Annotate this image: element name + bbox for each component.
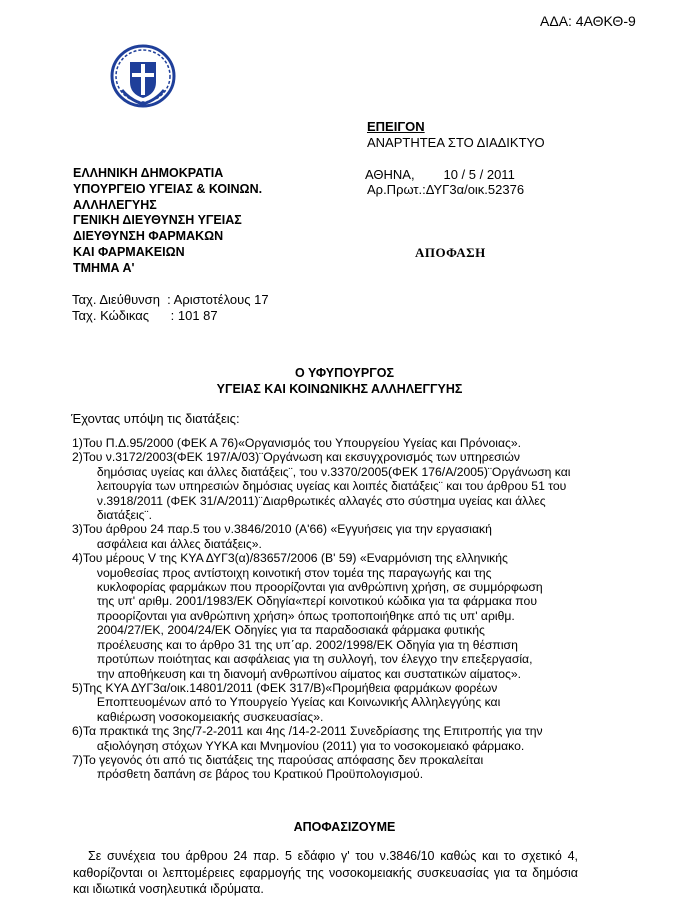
provision-line: προτύπων ποιότητας και ασφάλειας για τη συλλογή, τον έλεγχο την επεξεργασία, xyxy=(96,652,533,667)
header-line: ΕΛΛΗΝΙΚΗ ΔΗΜΟΚΡΑΤΙΑ xyxy=(73,166,224,180)
provision-line: Του ν.3172/2003(ΦΕΚ 197/Α/03)¨Οργάνωση και εκσυγχρονισμός των υπηρεσιών xyxy=(82,450,520,465)
address-value: : Αριστοτέλους 17 xyxy=(167,292,269,307)
provision-item xyxy=(72,724,592,753)
provision-number: 1) xyxy=(72,436,83,450)
place-date xyxy=(365,167,515,182)
provision-line: νομοθεσίας προς αντίστοιχη κοινοτική στον τομέα της παραγωγής και της xyxy=(96,565,492,580)
provision-line: καθιέρωση νοσοκομειακής συσκευασίας». xyxy=(96,709,324,724)
header-line: ΑΛΛΗΛΕΓΥΗΣ xyxy=(73,197,157,212)
date: 10 / 5 / 2011 xyxy=(443,167,515,182)
provision-text xyxy=(83,551,592,681)
provision-text xyxy=(83,753,592,782)
provision-line: Της ΚΥΑ ΔΥΓ3α/οικ.14801/2011 (ΦΕΚ 317/Β)«Προμήθεια φαρμάκων φορέων xyxy=(82,680,498,695)
postcode-value: : 101 87 xyxy=(170,308,218,323)
place: ΑΘΗΝΑ, xyxy=(365,167,415,182)
provision-line: ασφάλεια και άλλες διατάξεις». xyxy=(96,536,262,551)
address-label: Ταχ. Διεύθυνση xyxy=(72,292,160,307)
address-block xyxy=(72,292,269,324)
provision-text xyxy=(83,724,592,753)
provision-line: Του Π.Δ.95/2000 (ΦΕΚ Α 76)«Οργανισμός του Υπουργείου Υγείας και Πρόνοιας». xyxy=(82,436,522,450)
minister-heading xyxy=(0,365,679,397)
urgent-label: ΕΠΕΙΓΟΝ xyxy=(367,119,425,134)
provision-text xyxy=(83,436,592,450)
decide-heading: ΑΠΟΦΑΣΙΖΟΥΜΕ xyxy=(293,820,396,834)
provision-text xyxy=(83,681,592,724)
provision-line: προορίζονται για ανθρώπινη χρήση» όπως τροποποιήθηκε από τις υπ' αριθμ. xyxy=(96,608,515,623)
provision-item xyxy=(72,753,592,782)
minister-line1: Ο ΥΦΥΠΟΥΡΓΟΣ xyxy=(295,366,394,380)
provision-line: 2004/27/ΕΚ, 2004/24/ΕΚ Οδηγίες για τα παραδοσιακά φάρμακα φυτικής xyxy=(96,623,485,638)
provision-line: Εποπτευομένων από το Υπουργείο Υγείας και Κοινωνικής Αλληλεγγύης και xyxy=(96,695,501,710)
provision-line: ν.3918/2011 (ΦΕΚ 31/Α/2011)¨Διαρθρωτικές αλλαγές στο σύστημα υγείας και άλλες xyxy=(96,493,546,508)
provision-number: 3) xyxy=(72,522,83,537)
provision-number: 7) xyxy=(72,752,83,767)
provision-line: Το γεγονός ότι από τις διατάξεις της παρούσας απόφασης δεν προκαλείται xyxy=(82,752,484,767)
provision-line: Του μέρους V της ΚΥΑ ΔΥΓ3(α)/83657/2006 (Β' 59) «Εναρμόνιση της ελληνικής xyxy=(82,551,508,566)
provision-line: της υπ' αριθμ. 2001/1983/ΕΚ Οδηγία«περί κοινοτικού κώδικα για τα φάρμακα που xyxy=(96,594,537,609)
provision-line: Τα πρακτικά της 3ης/7-2-2011 και 4ης /14-2-2011 Συνεδρίασης της Επιτροπής για την xyxy=(82,724,543,739)
ada-code: ΑΔΑ: 4ΑΘΚΘ-9 xyxy=(540,13,636,29)
provision-number: 6) xyxy=(72,724,83,739)
issuer-header xyxy=(73,166,262,277)
postcode-label: Ταχ. Κώδικας xyxy=(72,308,149,323)
provision-line: δημόσιας υγείας και άλλες διατάξεις¨, του ν.3370/2005(ΦΕΚ 176/Α/2005)¨Οργάνωση και xyxy=(96,464,571,479)
provision-item xyxy=(72,681,592,724)
provision-line: προέλευσης και το άρθρο 31 της υπ΄αρ. 2002/1998/ΕΚ Οδηγία για τη θέσπιση xyxy=(96,637,518,652)
provision-item xyxy=(72,436,592,450)
protocol-number: Αρ.Πρωτ.:ΔΥΓ3α/οικ.52376 xyxy=(367,182,525,197)
posted-label: ΑΝΑΡΤΗΤΕΑ ΣΤΟ ΔΙΑΔΙΚΤΥΟ xyxy=(367,135,545,150)
provision-line: λειτουργία των υπηρεσιών δημόσιας υγείας και λοιπές διατάξεις¨ και του άρθρου 51 του xyxy=(96,479,567,494)
header-line: ΔΙΕΥΘΥΝΣΗ ΦΑΡΜΑΚΩΝ xyxy=(73,229,224,244)
provision-line: πρόσθετη δαπάνη σε βάρος του Κρατικού Προϋπολογισμού. xyxy=(96,767,424,782)
provisions-list xyxy=(72,436,592,782)
decision-title: ΑΠΟΦΑΣΗ xyxy=(415,245,486,260)
provision-number: 2) xyxy=(72,450,83,465)
header-line: ΓΕΝΙΚΗ ΔΙΕΥΘΥΝΣΗ ΥΓΕΙΑΣ xyxy=(73,213,242,228)
header-line: ΥΠΟΥΡΓΕΙΟ ΥΓΕΙΑΣ & ΚΟΙΝΩΝ. xyxy=(73,181,263,196)
minister-line2: ΥΓΕΙΑΣ ΚΑΙ ΚΟΙΝΩΝΙΚΗΣ ΑΛΛΗΛΕΓΓΥΗΣ xyxy=(216,382,463,396)
provision-line: Του άρθρου 24 παρ.5 του ν.3846/2010 (Α'66) «Εγγυήσεις για την εργασιακή xyxy=(82,522,492,537)
provision-number: 5) xyxy=(72,680,83,695)
provision-item xyxy=(72,522,592,551)
provision-text xyxy=(83,450,592,522)
provision-text xyxy=(83,522,592,551)
header-line: ΚΑΙ ΦΑΡΜΑΚΕΙΩΝ xyxy=(73,244,185,259)
provision-line: την αποθήκευση και τη διανομή ανθρωπίνου αίματος και συστατικών αίματος». xyxy=(96,666,522,681)
provision-line: κυκλοφορίας φαρμάκων που προορίζονται για ανθρώπινη χρήση, σε συμμόρφωση xyxy=(96,580,543,595)
greek-coat-of-arms-icon xyxy=(108,40,178,110)
provision-line: αξιολόγηση στόχων ΥΥΚΑ και Μνημονίου (2011) για το νοσοκομειακό φάρμακο. xyxy=(96,738,525,753)
considering-intro: Έχοντας υπόψη τις διατάξεις: xyxy=(71,411,240,426)
provision-line: διατάξεις¨. xyxy=(96,508,152,523)
header-line: ΤΜΗΜΑ Α' xyxy=(73,260,135,275)
final-paragraph: Σε συνέχεια του άρθρου 24 παρ. 5 εδάφιο γ' του ν.3846/10 καθώς και το σχετικό 4, καθορίζονται οι λεπτομέρειες εφαρμογής της νοσοκομειακής συσκευασίας για τα δημόσια και ιδιωτικά νοσηλευτικά ιδρύματα. xyxy=(73,849,578,896)
provision-number: 4) xyxy=(72,551,83,566)
provision-item xyxy=(72,551,592,681)
provision-item xyxy=(72,450,592,522)
